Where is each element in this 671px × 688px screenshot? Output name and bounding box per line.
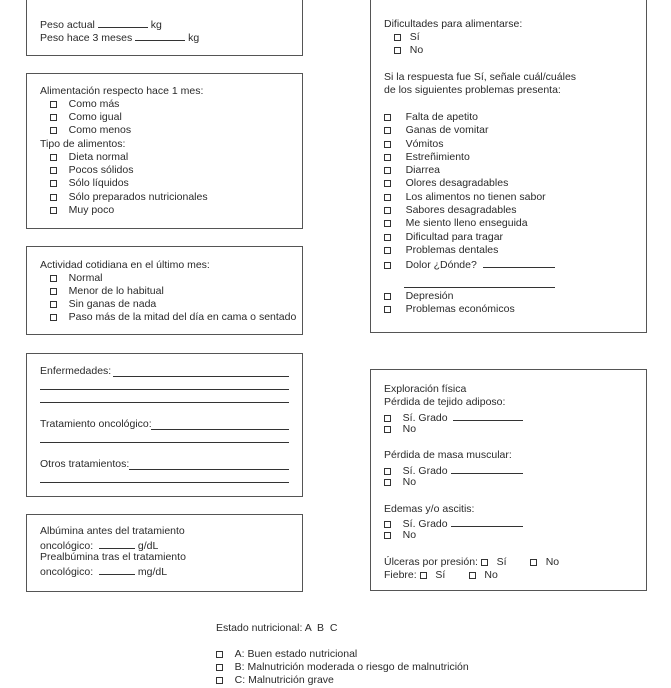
checkbox[interactable] <box>50 314 57 321</box>
option-label: Dolor ¿Dónde? <box>405 259 477 271</box>
checkbox[interactable] <box>50 275 57 282</box>
muscle-loss-grade-field[interactable] <box>451 463 523 474</box>
checkbox[interactable] <box>384 154 391 161</box>
weight-section <box>26 0 303 56</box>
medical-history-section <box>26 353 303 497</box>
checkbox[interactable] <box>384 114 391 121</box>
problem-option[interactable] <box>384 191 546 204</box>
checkbox[interactable] <box>50 207 57 214</box>
current-weight-unit: kg <box>150 19 162 31</box>
lab-values-section <box>26 514 303 592</box>
checkbox[interactable] <box>384 468 391 475</box>
fever-row <box>384 569 498 582</box>
muscle-loss-no-option[interactable] <box>384 476 416 489</box>
option-label: Sí. Grado <box>402 518 448 530</box>
checkbox[interactable] <box>384 180 391 187</box>
option-label: Sólo líquidos <box>68 177 129 189</box>
option-label: Como más <box>68 98 120 110</box>
option-label: Ganas de vomitar <box>405 124 489 136</box>
checkbox[interactable] <box>50 288 57 295</box>
activity-option[interactable] <box>50 311 296 324</box>
albumin-label: Albúmina antes del tratamiento <box>40 525 185 537</box>
checkbox[interactable] <box>50 167 57 174</box>
nutritional-status-section <box>216 622 516 688</box>
albumin-field[interactable] <box>99 538 135 549</box>
option-label: Menor de lo habitual <box>68 285 164 297</box>
option-label: No <box>402 529 417 541</box>
option-label: B: Malnutrición moderada o riesgo de malnutrición <box>234 661 469 673</box>
activity-section <box>26 246 303 335</box>
muscle-loss-heading: Pérdida de masa muscular: <box>384 449 512 461</box>
checkbox[interactable] <box>384 521 391 528</box>
option-label: No <box>545 556 560 568</box>
feeding-no-option[interactable] <box>394 44 423 57</box>
followup-instruction: Si la respuesta fue Sí, señale cuál/cuáles <box>384 71 577 83</box>
current-weight-label: Peso actual <box>40 19 95 31</box>
problem-option[interactable] <box>384 303 515 316</box>
option-label: Sí <box>409 31 420 43</box>
intake-option[interactable] <box>50 111 122 124</box>
option-label: Sí. Grado <box>402 465 448 477</box>
diseases-field[interactable] <box>113 376 289 377</box>
checkbox[interactable] <box>384 127 391 134</box>
current-weight-field[interactable] <box>98 17 148 28</box>
option-label: Paso más de la mitad del día en cama o sentado <box>68 311 297 323</box>
prealbumin-field[interactable] <box>99 564 135 575</box>
option-label: Sin ganas de nada <box>68 298 157 310</box>
checkbox[interactable] <box>216 651 223 658</box>
checkbox[interactable] <box>384 167 391 174</box>
problem-option[interactable] <box>384 290 453 303</box>
option-label: Me siento lleno enseguida <box>405 217 528 229</box>
prior-weight-label: Peso hace 3 meses <box>40 32 133 44</box>
option-label: Olores desagradables <box>405 177 509 189</box>
edema-grade-field[interactable] <box>451 516 523 527</box>
ulcers-no-checkbox[interactable] <box>530 559 537 566</box>
intake-heading: Alimentación respecto hace 1 mes: <box>40 85 204 97</box>
option-label: C: Malnutrición grave <box>234 674 334 686</box>
fat-loss-heading: Pérdida de tejido adiposo: <box>384 396 506 408</box>
option-label: Sólo preparados nutricionales <box>68 191 208 203</box>
option-label: Sabores desagradables <box>405 204 517 216</box>
option-label: Problemas dentales <box>405 244 499 256</box>
other-treatments-field[interactable] <box>129 469 289 470</box>
ulcers-yes-checkbox[interactable] <box>481 559 488 566</box>
food-type-option[interactable] <box>50 191 208 204</box>
checkbox[interactable] <box>50 301 57 308</box>
intake-section <box>26 73 303 229</box>
checkbox[interactable] <box>216 664 223 671</box>
checkbox[interactable] <box>384 207 391 214</box>
checkbox[interactable] <box>394 34 401 41</box>
feeding-difficulties-heading: Dificultades para alimentarse: <box>384 18 523 30</box>
status-option-b[interactable] <box>216 661 469 674</box>
checkbox[interactable] <box>50 180 57 187</box>
physical-exam-section <box>370 369 647 591</box>
prealbumin-row <box>40 564 167 579</box>
problem-option[interactable] <box>384 124 488 137</box>
intake-option[interactable] <box>50 124 131 137</box>
option-label: Depresión <box>405 290 454 302</box>
option-label: Sí. Grado <box>402 412 448 424</box>
nutritional-status-heading: Estado nutricional: A B C <box>216 622 338 634</box>
problem-option[interactable] <box>384 138 444 151</box>
checkbox[interactable] <box>384 293 391 300</box>
option-label: Problemas económicos <box>405 303 515 315</box>
problem-option[interactable] <box>384 204 517 217</box>
fever-no-checkbox[interactable] <box>469 572 476 579</box>
checkbox[interactable] <box>384 234 391 241</box>
problem-option-pain[interactable] <box>384 257 555 272</box>
problem-option[interactable] <box>384 244 498 257</box>
edema-heading: Edemas y/o ascitis: <box>384 503 475 515</box>
pain-location-field[interactable] <box>483 257 555 268</box>
food-type-option[interactable] <box>50 177 129 190</box>
fat-loss-no-option[interactable] <box>384 423 416 436</box>
edema-no-option[interactable] <box>384 529 416 542</box>
ulcers-row <box>384 556 559 569</box>
checkbox[interactable] <box>384 415 391 422</box>
food-type-option[interactable] <box>50 204 114 217</box>
option-label: Como igual <box>68 111 122 123</box>
option-label: Dieta normal <box>68 151 129 163</box>
checkbox[interactable] <box>384 479 391 486</box>
prior-weight-field[interactable] <box>135 30 185 41</box>
problem-option[interactable] <box>384 231 503 244</box>
food-type-option[interactable] <box>50 151 128 164</box>
diseases-field-line2[interactable] <box>40 389 289 390</box>
option-label: Dificultad para tragar <box>405 231 504 243</box>
checkbox[interactable] <box>384 262 391 269</box>
checkbox[interactable] <box>50 194 57 201</box>
problem-option[interactable] <box>384 177 508 190</box>
checkbox[interactable] <box>216 677 223 684</box>
checkbox[interactable] <box>50 127 57 134</box>
option-label: No <box>409 44 424 56</box>
activity-option[interactable] <box>50 272 103 285</box>
food-type-heading: Tipo de alimentos: <box>40 138 126 150</box>
diseases-field-line3[interactable] <box>40 402 289 403</box>
activity-option[interactable] <box>50 285 164 298</box>
diseases-label: Enfermedades: <box>40 365 112 377</box>
other-treatments-field-line2[interactable] <box>40 482 289 483</box>
checkbox[interactable] <box>394 47 401 54</box>
activity-option[interactable] <box>50 298 156 311</box>
checkbox[interactable] <box>384 194 391 201</box>
feeding-yes-option[interactable] <box>394 31 420 44</box>
prior-weight-row <box>40 30 199 45</box>
prealbumin-unit: mg/dL <box>137 566 168 578</box>
option-label: Falta de apetito <box>405 111 478 123</box>
checkbox[interactable] <box>50 154 57 161</box>
exam-heading: Exploración física <box>384 383 467 395</box>
option-label: Pocos sólidos <box>68 164 134 176</box>
problem-option[interactable] <box>384 151 470 164</box>
status-option-c[interactable] <box>216 674 334 687</box>
prealbumin-label-2: oncológico: <box>40 566 94 578</box>
option-label: No <box>402 476 417 488</box>
problem-option[interactable] <box>384 111 478 124</box>
followup-instruction-2: de los siguientes problemas presenta: <box>384 84 561 96</box>
oncologic-treatment-field[interactable] <box>151 429 289 430</box>
food-type-option[interactable] <box>50 164 133 177</box>
activity-heading: Actividad cotidiana en el último mes: <box>40 259 210 271</box>
oncologic-treatment-label: Tratamiento oncológico: <box>40 418 152 430</box>
intake-option[interactable] <box>50 98 119 111</box>
other-treatments-label: Otros tratamientos: <box>40 458 130 470</box>
fever-yes-checkbox[interactable] <box>420 572 427 579</box>
option-label: Como menos <box>68 124 132 136</box>
option-label: Sí <box>496 556 507 568</box>
option-label: No <box>484 569 498 581</box>
problem-option[interactable] <box>384 217 528 230</box>
albumin-label-2: oncológico: <box>40 540 94 552</box>
checkbox[interactable] <box>50 114 57 121</box>
ulcers-label: Úlceras por presión: <box>384 556 478 568</box>
problem-option[interactable] <box>384 164 440 177</box>
checkbox[interactable] <box>384 220 391 227</box>
checkbox[interactable] <box>384 426 391 433</box>
oncologic-treatment-field-line2[interactable] <box>40 442 289 443</box>
option-label: Muy poco <box>68 204 115 216</box>
checkbox[interactable] <box>50 101 57 108</box>
option-label: Sí <box>435 569 446 581</box>
pain-location-field-line2[interactable] <box>404 287 555 288</box>
option-label: A: Buen estado nutricional <box>234 648 358 660</box>
checkbox[interactable] <box>384 247 391 254</box>
status-option-a[interactable] <box>216 648 357 661</box>
checkbox[interactable] <box>384 141 391 148</box>
option-label: Estreñimiento <box>405 151 470 163</box>
fat-loss-grade-field[interactable] <box>453 410 523 421</box>
option-label: No <box>402 423 417 435</box>
fever-label: Fiebre: <box>384 569 417 581</box>
option-label: Diarrea <box>405 164 441 176</box>
option-label: Normal <box>68 272 103 284</box>
prior-weight-unit: kg <box>188 32 200 44</box>
prealbumin-label: Prealbúmina tras el tratamiento <box>40 551 186 563</box>
feeding-difficulties-section <box>370 0 647 333</box>
checkbox[interactable] <box>384 532 391 539</box>
option-label: Vómitos <box>405 138 444 150</box>
checkbox[interactable] <box>384 306 391 313</box>
option-label: Los alimentos no tienen sabor <box>405 191 546 203</box>
albumin-unit: g/dL <box>137 540 159 552</box>
